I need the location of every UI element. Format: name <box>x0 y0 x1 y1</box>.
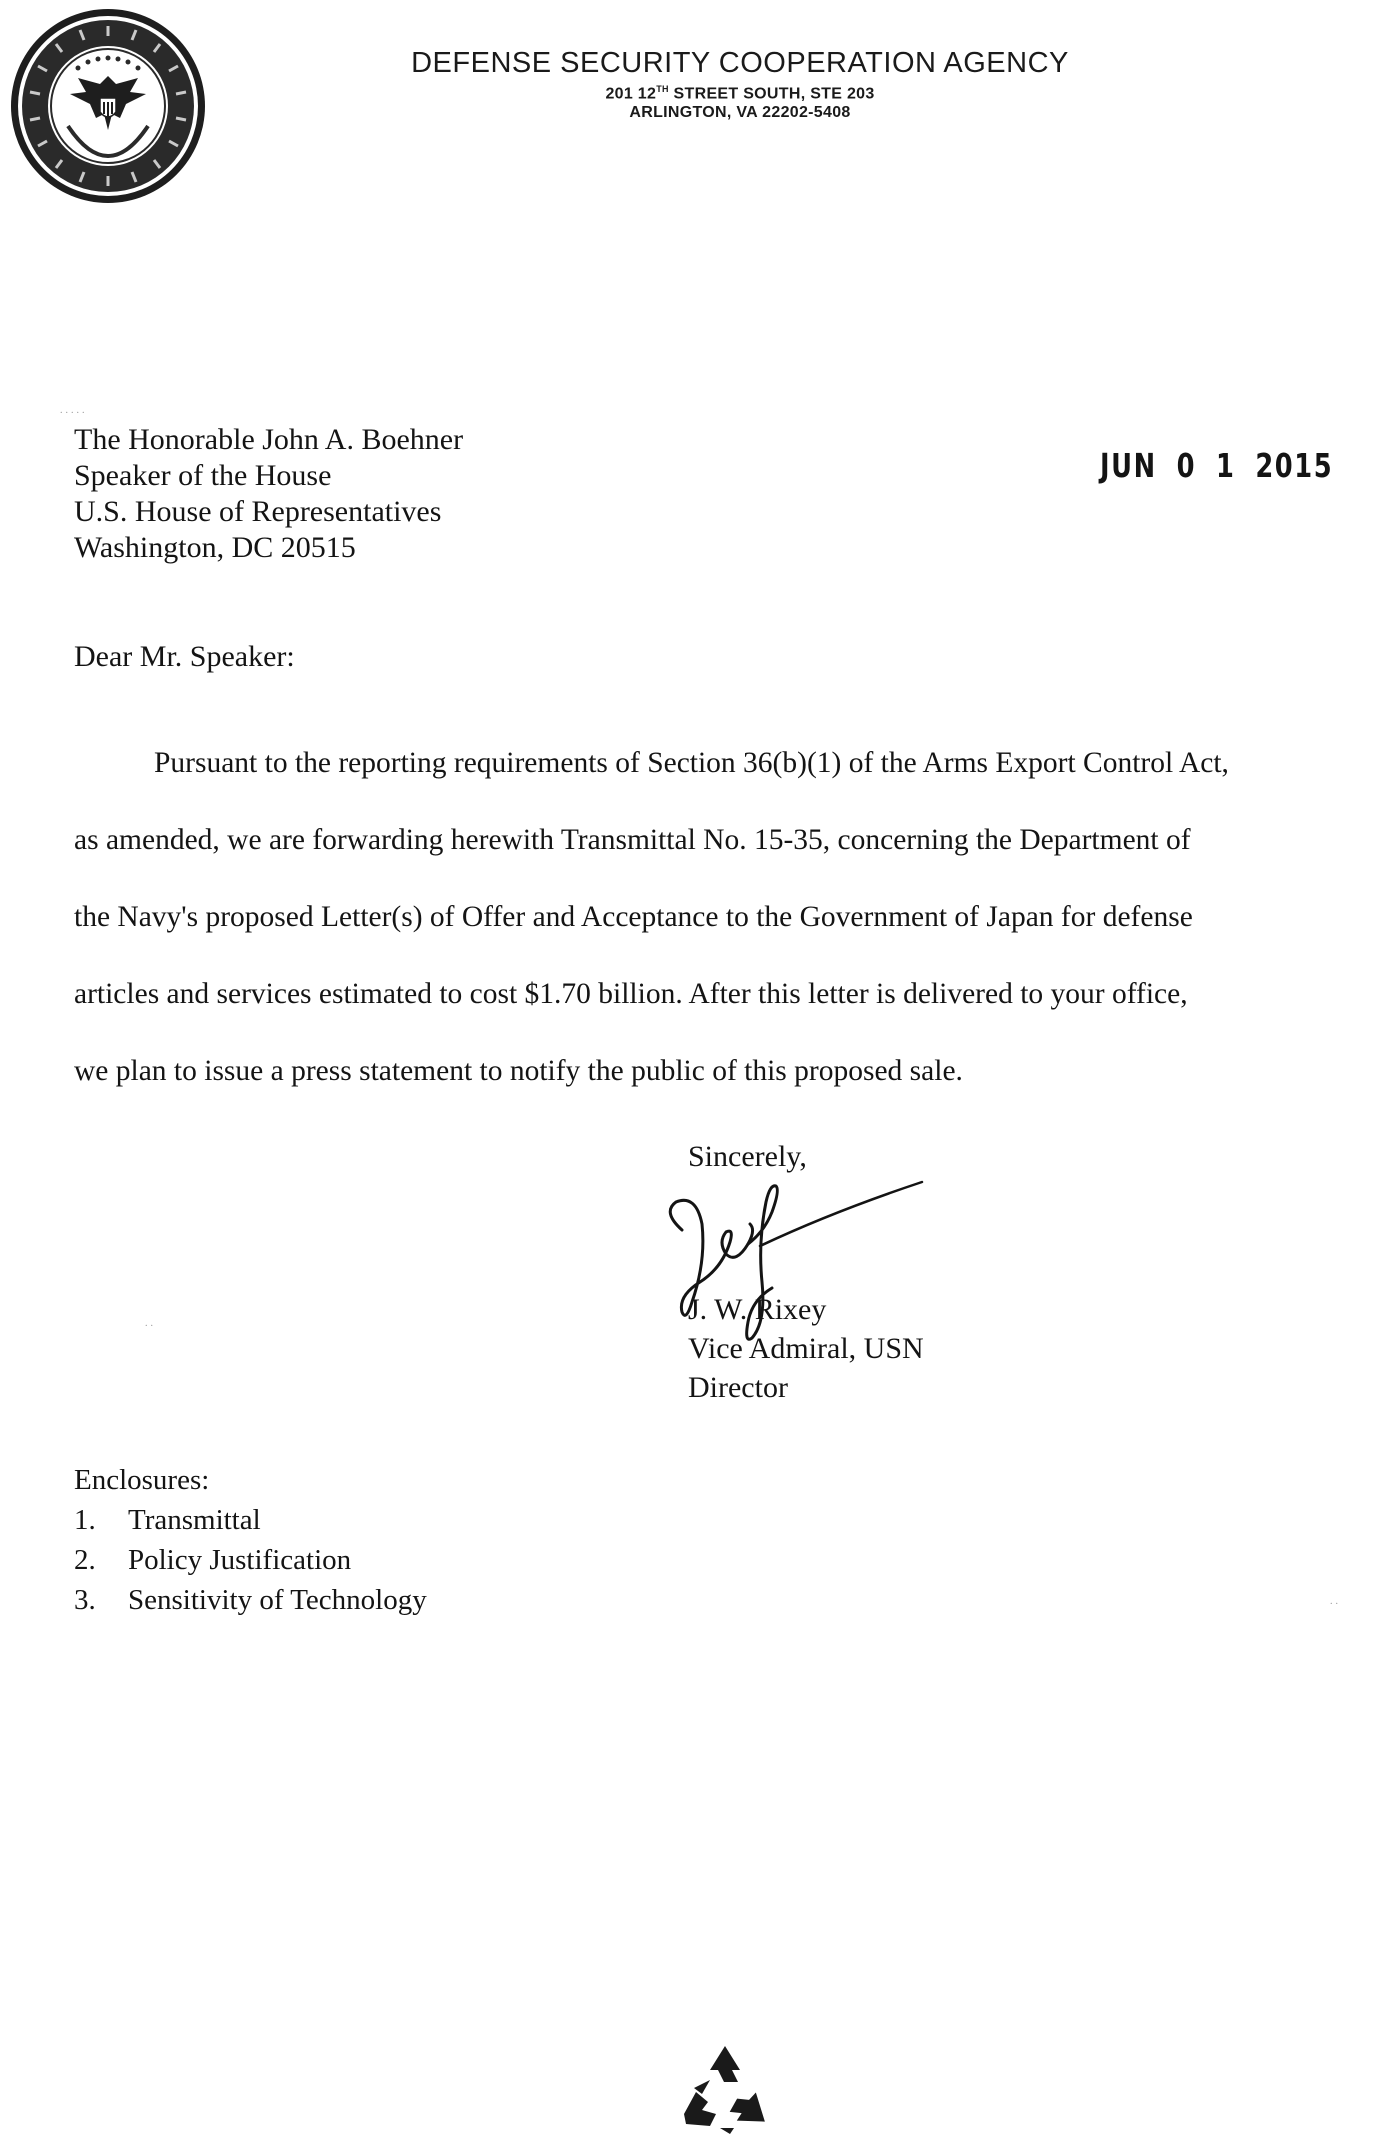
agency-name: DEFENSE SECURITY COOPERATION AGENCY <box>411 47 1069 79</box>
list-item: 1. Transmittal <box>74 1504 261 1536</box>
body-line: articles and services estimated to cost $1.70 billion. After this letter is delivered to your office, <box>74 978 1188 1010</box>
signer-name: J. W. Rixey <box>688 1293 827 1326</box>
body-line: we plan to issue a press statement to notify the public of this proposed sale. <box>74 1055 963 1087</box>
scan-speck: .. <box>1330 1596 1341 1607</box>
letterhead <box>360 46 1120 122</box>
recipient-title: Speaker of the House <box>74 459 332 492</box>
signer-block <box>688 1290 924 1407</box>
recipient-name: The Honorable John A. Boehner <box>74 423 464 456</box>
list-item: 3. Sensitivity of Technology <box>74 1584 427 1616</box>
date-stamp <box>1100 446 1333 485</box>
scan-speck: ..... <box>60 405 88 416</box>
date-year: 2015 <box>1255 446 1334 485</box>
body-line: the Navy's proposed Letter(s) of Offer and Acceptance to the Government of Japan for defense <box>74 901 1193 933</box>
recipient-address <box>74 422 463 566</box>
salutation: Dear Mr. Speaker: <box>74 640 295 673</box>
list-item: 2. Policy Justification <box>74 1544 352 1576</box>
signer-title: Director <box>688 1371 788 1404</box>
date-day: 0 1 <box>1176 446 1236 485</box>
recycle-icon <box>680 2040 770 2135</box>
department-of-defense-seal-icon <box>8 6 208 206</box>
body-line: as amended, we are forwarding herewith Transmittal No. 15-35, concerning the Department of <box>74 824 1191 856</box>
enclosures <box>74 1460 427 1620</box>
street-address: 201 12TH STREET SOUTH, STE 203 <box>605 84 875 103</box>
recipient-organization: U.S. House of Representatives <box>74 495 442 528</box>
enclosures-heading: Enclosures: <box>74 1464 210 1496</box>
date-month: JUN <box>1100 446 1157 485</box>
enclosures-list <box>74 1500 427 1620</box>
closing: Sincerely, <box>688 1140 807 1173</box>
scan-speck: .. <box>145 1318 156 1329</box>
city-address: ARLINGTON, VA 22202-5408 <box>629 104 851 122</box>
body-line: Pursuant to the reporting requirements of Section 36(b)(1) of the Arms Export Control Act, <box>154 747 1229 779</box>
signer-rank: Vice Admiral, USN <box>688 1332 924 1365</box>
letter-body <box>74 725 1386 1110</box>
recipient-city: Washington, DC 20515 <box>74 531 356 564</box>
